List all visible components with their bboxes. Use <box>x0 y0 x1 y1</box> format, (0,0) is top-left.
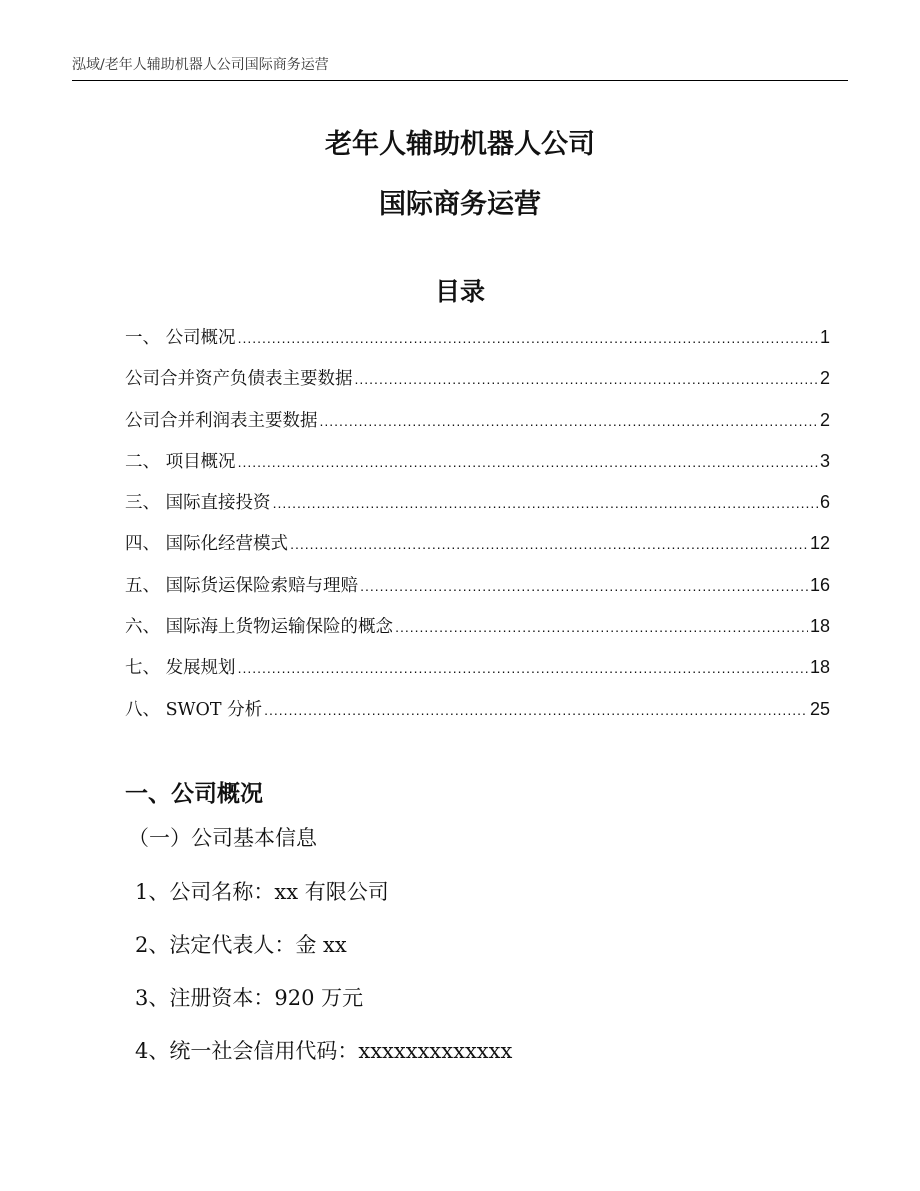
toc-entry[interactable] <box>125 489 830 530</box>
toc-entry-page: 2 <box>819 409 830 430</box>
toc-entry[interactable] <box>125 365 830 406</box>
toc-entry-page: 25 <box>809 698 830 719</box>
toc-leader-dots <box>320 413 818 429</box>
page-header <box>72 54 848 81</box>
section-heading: 一、公司概况 <box>125 781 263 807</box>
toc-entry[interactable] <box>125 654 830 695</box>
company-name-line: 1、公司名称：xx 有限公司 <box>135 880 389 904</box>
sub-heading: （一）公司基本信息 <box>128 826 317 850</box>
toc-entry-page: 3 <box>819 450 830 471</box>
table-of-contents <box>125 324 830 737</box>
legal-representative-line: 2、法定代表人：金 xx <box>135 933 347 957</box>
toc-entry[interactable] <box>125 613 830 654</box>
toc-entry-label: 公司合并利润表主要数据 <box>125 410 318 431</box>
toc-heading: 目录 <box>434 277 485 306</box>
toc-entry-page: 6 <box>819 492 830 513</box>
toc-entry-page: 18 <box>809 657 830 678</box>
toc-entry-label: 四、 国际化经营模式 <box>125 534 289 555</box>
toc-entry-label: 一、 公司概况 <box>125 328 236 348</box>
toc-leader-dots <box>355 371 818 387</box>
toc-entry-label: 二、 项目概况 <box>125 451 236 472</box>
document-title: 老年人辅助机器人公司 <box>325 129 595 160</box>
toc-entry-label: 七、 发展规划 <box>125 658 236 679</box>
toc-entry-label: 三、 国际直接投资 <box>125 493 271 514</box>
toc-entry-page: 12 <box>809 533 830 554</box>
toc-leader-dots <box>238 454 818 470</box>
credit-code-line: 4、统一社会信用代码：xxxxxxxxxxxxx <box>135 1039 513 1063</box>
toc-entry-label: 五、 国际货运保险索赔与理赔 <box>125 575 359 596</box>
toc-entry[interactable] <box>125 572 830 613</box>
toc-entry-page: 18 <box>809 616 830 637</box>
document-subtitle: 国际商务运营 <box>379 189 541 220</box>
toc-entry[interactable] <box>125 696 830 737</box>
toc-entry-page: 16 <box>809 574 830 595</box>
toc-entry-label: 六、 国际海上货物运输保险的概念 <box>125 617 394 638</box>
toc-entry-page: 2 <box>819 368 830 389</box>
toc-entry[interactable] <box>125 448 830 489</box>
toc-entry[interactable] <box>125 324 830 365</box>
header-text: 泓域/老年人辅助机器人公司国际商务运营 <box>72 57 329 73</box>
toc-entry-page: 1 <box>819 327 830 347</box>
toc-leader-dots <box>273 495 818 511</box>
toc-leader-dots <box>238 330 818 346</box>
toc-entry-label: 公司合并资产负债表主要数据 <box>125 369 353 390</box>
toc-leader-dots <box>238 660 808 676</box>
registered-capital-line: 3、注册资本：920 万元 <box>135 986 364 1010</box>
toc-entry-label: 八、 SWOT 分析 <box>125 699 263 720</box>
toc-leader-dots <box>360 578 808 594</box>
toc-entry[interactable] <box>125 407 830 448</box>
toc-leader-dots <box>264 702 808 718</box>
toc-leader-dots <box>290 536 808 552</box>
toc-leader-dots <box>395 619 808 635</box>
toc-entry[interactable] <box>125 530 830 571</box>
